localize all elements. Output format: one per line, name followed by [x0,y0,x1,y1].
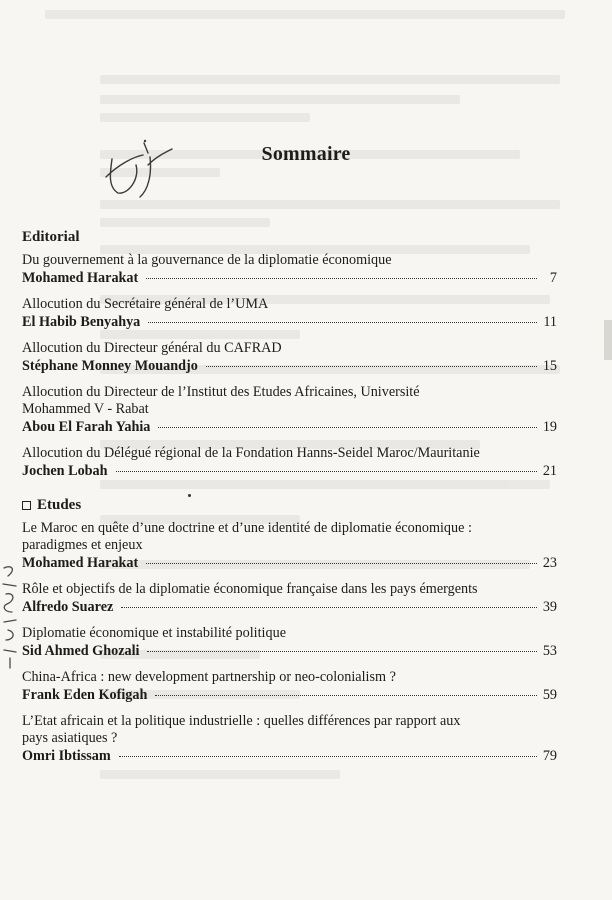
entry-page-number: 19 [542,419,557,435]
entry-title: Allocution du Directeur de l’Institut des Etudes Africaines, Université [22,384,420,400]
entry-title: China-Africa : new development partnership or neo-colonialism ? [22,669,396,685]
entry-page-number: 39 [542,599,557,615]
entry-author: Mohamed Harakat [22,555,139,571]
dot-leader [121,606,537,608]
entry-author: Stéphane Monney Mouandjo [22,358,198,374]
dot-leader [206,365,537,367]
handwritten-margin-note-icon [0,560,24,670]
dot-leader [148,321,537,323]
toc-entry[interactable] [22,713,557,765]
dot-leader [146,562,537,564]
toc-entry[interactable] [22,581,557,616]
entry-author: Jochen Lobah [22,463,108,479]
dot-leader [147,650,536,652]
entry-page-number: 59 [542,687,557,703]
toc-entry[interactable] [22,520,557,572]
toc-entry[interactable] [22,252,557,287]
toc-entry[interactable] [22,340,557,375]
section-heading-label: Editorial [22,229,80,245]
section-heading-etudes [22,496,557,514]
dot-leader [116,470,537,472]
table-of-contents [22,228,557,765]
entry-author: Abou El Farah Yahia [22,419,151,435]
dot-leader [146,277,537,279]
entry-title-continued: pays asiatiques ? [22,730,118,746]
dot-leader [158,426,536,428]
entry-page-number: 7 [549,270,557,286]
entry-title: Allocution du Secrétaire général de l’UMA [22,296,269,312]
entry-page-number: 15 [542,358,557,374]
page-edge-shadow [604,320,612,360]
entry-author: Mohamed Harakat [22,270,139,286]
entry-author: El Habib Benyahya [22,314,141,330]
section-heading-label: Etudes [37,497,82,513]
entry-title: L’Etat africain et la politique industrielle : quelles différences par rapport aux [22,713,461,729]
page-title: Sommaire [261,143,351,165]
entry-page-number: 79 [542,748,557,764]
toc-entry[interactable] [22,384,557,436]
section-heading-editorial [22,228,557,246]
entry-page-number: 11 [543,314,557,330]
entry-title-continued: paradigmes et enjeux [22,537,143,553]
toc-entry[interactable] [22,296,557,331]
entry-author: Alfredo Suarez [22,599,114,615]
entry-title: Le Maroc en quête d’une doctrine et d’une identité de diplomatie économique : [22,520,472,536]
entry-page-number: 23 [542,555,557,571]
toc-entry[interactable] [22,669,557,704]
toc-entry[interactable] [22,445,557,480]
entry-title-continued: Mohammed V - Rabat [22,401,149,417]
dot-leader [155,694,536,696]
entry-title: Diplomatie économique et instabilité politique [22,625,286,641]
ink-speck [188,494,191,497]
entry-title: Allocution du Directeur général du CAFRAD [22,340,282,356]
entry-author: Omri Ibtissam [22,748,111,764]
entry-author: Sid Ahmed Ghozali [22,643,140,659]
entry-title: Allocution du Délégué régional de la Fondation Hanns-Seidel Maroc/Mauritanie [22,445,480,461]
toc-entry[interactable] [22,625,557,660]
dot-leader [119,755,537,757]
square-bullet-icon [22,501,31,510]
entry-title: Du gouvernement à la gouvernance de la diplomatie économique [22,252,392,268]
entry-author: Frank Eden Kofigah [22,687,148,703]
entry-page-number: 21 [542,463,557,479]
entry-page-number: 53 [542,643,557,659]
entry-title: Rôle et objectifs de la diplomatie économique française dans les pays émergents [22,581,478,597]
